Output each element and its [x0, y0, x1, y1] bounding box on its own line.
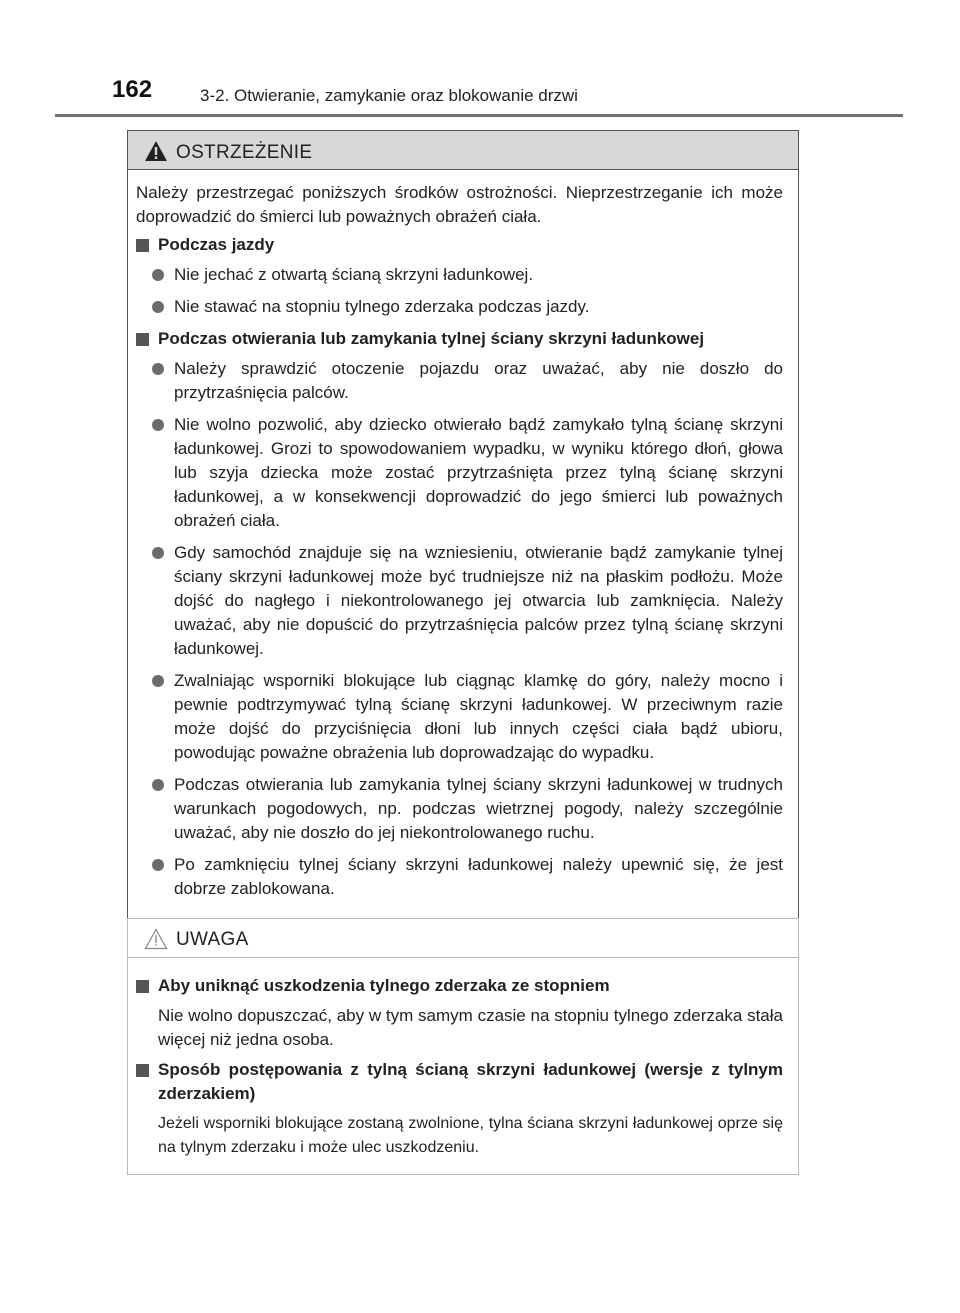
warning-section-heading: Podczas otwierania lub zamykania tylnej ściany skrzyni ładunkowej: [136, 327, 783, 351]
list-item: Nie stawać na stopniu tylnego zderzaka podczas jazdy.: [136, 295, 783, 319]
circle-bullet-icon: [152, 363, 164, 375]
page-header: [0, 0, 960, 120]
list-item: Nie wolno pozwolić, aby dziecko otwierało bądź zamykało tylną ścianę skrzyni ładunkowej. Grozi to spowodowaniem wypadku, w wyniku którego dłoń, głowa lub szyja dziecka może zostać przytrzaśnięta przez tylną ścianę skrzyni ładunkowej, a w konsekwencji doprowadzić do jego śmierci lub poważnych obrażeń ciała.: [136, 413, 783, 533]
list-item: Podczas otwierania lub zamykania tylnej ściany skrzyni ładunkowej w trudnych warunkach pogodowych, np. podczas wietrznej pogody, należy szczególnie uważać, aby nie doszło do jej niekontrolowanego ruchu.: [136, 773, 783, 845]
caution-title: UWAGA: [176, 929, 249, 950]
circle-bullet-icon: [152, 547, 164, 559]
page-number: 162: [112, 76, 153, 103]
caution-section-heading: Aby uniknąć uszkodzenia tylnego zderzaka ze stopniem: [136, 974, 783, 998]
warning-box: [127, 130, 799, 919]
caution-header: [128, 919, 798, 958]
warning-section-heading: Podczas jazdy: [136, 233, 783, 257]
circle-bullet-icon: [152, 419, 164, 431]
list-item: Gdy samochód znajduje się na wzniesieniu, otwieranie bądź zamykanie tylnej ściany skrzyni ładunkowej może być trudniejsze niż na płaskim podłożu. Może dojść do nagłego i niekontrolowanego jej otwarcia lub zamknięcia. Należy uważać, aby nie dopuścić do przytrzaśnięcia palców przez tylną ścianę skrzyni ładunkowej.: [136, 541, 783, 661]
warning-intro: Należy przestrzegać poniższych środków ostrożności. Nieprzestrzeganie ich może doprowadzić do śmierci lub poważnych obrażeń ciała.: [136, 183, 783, 226]
caution-text: Jeżeli wsporniki blokujące zostaną zwolnione, tylna ściana skrzyni ładunkowej oprze się na tylnym zderzaku i może ulec uszkodzeniu.: [158, 1115, 783, 1156]
circle-bullet-icon: [152, 859, 164, 871]
circle-bullet-icon: [152, 301, 164, 313]
list-item: Należy sprawdzić otoczenie pojazdu oraz uważać, aby nie doszło do przytrzaśnięcia palców.: [136, 357, 783, 405]
caution-box: [127, 918, 799, 1175]
caution-text: Nie wolno dopuszczać, aby w tym samym czasie na stopniu tylnego zderzaka stała więcej niż jedna osoba.: [158, 1006, 783, 1049]
list-item: Po zamknięciu tylnej ściany skrzyni ładunkowej należy upewnić się, że jest dobrze zablokowana.: [136, 853, 783, 901]
square-bullet-icon: [136, 239, 149, 252]
warning-header: [128, 131, 798, 170]
warning-body: [128, 170, 798, 918]
square-bullet-icon: [136, 333, 149, 346]
section-title: 3-2. Otwieranie, zamykanie oraz blokowanie drzwi: [200, 86, 578, 105]
circle-bullet-icon: [152, 269, 164, 281]
circle-bullet-icon: [152, 675, 164, 687]
caution-triangle-icon: [144, 928, 168, 950]
square-bullet-icon: [136, 1064, 149, 1077]
caution-section-heading: Sposób postępowania z tylną ścianą skrzyni ładunkowej (wersje z tylnym zderzakiem): [136, 1058, 783, 1106]
list-item: Zwalniając wsporniki blokujące lub ciągnąc klamkę do góry, należy mocno i pewnie podtrzymywać tylną ścianę skrzyni ładunkowej. W przeciwnym razie może dojść do przyciśnięcia dłoni lub innych części ciała bądź ubioru, powodując poważne obrażenia lub doprowadzając do wypadku.: [136, 669, 783, 765]
warning-title: OSTRZEŻENIE: [176, 142, 313, 163]
circle-bullet-icon: [152, 779, 164, 791]
warning-triangle-icon: [144, 140, 168, 162]
list-item: Nie jechać z otwartą ścianą skrzyni ładunkowej.: [136, 263, 783, 287]
caution-body: [128, 958, 798, 1174]
square-bullet-icon: [136, 980, 149, 993]
header-divider: [55, 114, 903, 117]
